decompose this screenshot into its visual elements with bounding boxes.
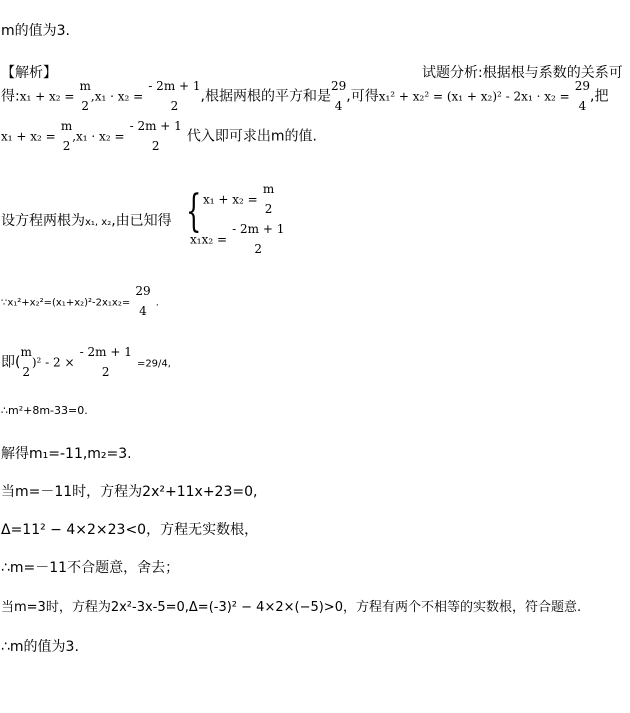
fraction-product	[80, 346, 132, 378]
system-brace: {	[186, 186, 202, 237]
eq-lhs: x₁ + x₂ =	[203, 192, 258, 207]
text-prefix: 即(	[1, 354, 21, 371]
tail: =29/4,	[136, 358, 171, 370]
denominator: 2	[62, 139, 71, 153]
product-lhs: x₁ · x₂ =	[76, 129, 125, 144]
text-suffix: ,把	[590, 88, 609, 105]
system-eq-1	[203, 183, 274, 215]
numerator: 29	[330, 79, 347, 93]
fraction-29-over-4	[135, 285, 150, 317]
text-mid2: ,可得	[346, 88, 379, 105]
numerator: m	[262, 182, 275, 196]
fraction-m-over-2	[263, 183, 274, 215]
fraction-29-over-4	[331, 80, 346, 112]
case-m-3: 当m=3时，方程为2x²-3x-5=0,Δ=(-3)² − 4×2×(−5)>0，方程有两个不相等的实数根，符合题意.	[1, 600, 582, 615]
numerator: - 2m + 1	[232, 222, 285, 236]
text-prefix: 设方程两根为	[1, 213, 85, 229]
fraction-product	[232, 223, 284, 255]
denominator: 2	[81, 99, 90, 113]
denominator: 4	[139, 304, 147, 318]
denominator: 2	[101, 365, 110, 379]
case-m-neg11: 当m=－11时，方程为2x²+11x+23=0,	[1, 484, 258, 500]
numerator: 29	[135, 284, 151, 298]
numerator: m	[60, 119, 73, 133]
solution-line: 解得m₁=-11,m₂=3.	[1, 446, 132, 462]
conclusion-line: ∴m的值为3.	[1, 639, 79, 655]
analysis-line-2	[1, 120, 317, 152]
operator: )² - 2 ×	[31, 355, 75, 370]
fraction-m-over-2	[20, 346, 31, 378]
denominator: 2	[254, 242, 263, 256]
text-mid: ,根据两根的平方和是	[200, 88, 331, 105]
discriminant-neg: Δ=11² − 4×2×23<0，方程无实数根，	[1, 522, 259, 538]
answer-line: m的值为3.	[1, 23, 70, 39]
text-suffix: 代入即可求出m的值.	[186, 128, 317, 145]
fraction-29-over-4-b	[575, 80, 590, 112]
numerator: m	[20, 345, 32, 359]
system-eq-2	[190, 223, 284, 255]
numerator: 29	[574, 79, 591, 93]
denominator: 4	[334, 99, 343, 113]
tail: .	[155, 297, 159, 309]
denominator: 2	[22, 365, 30, 379]
system-intro	[1, 210, 172, 230]
analysis-line-1	[1, 80, 608, 112]
roots-label: x₁, x₂	[85, 217, 112, 228]
quadratic-line: ∴m²+8m-33=0.	[1, 404, 88, 417]
numerator: - 2m + 1	[148, 79, 201, 93]
fraction-m-over-2	[80, 80, 91, 112]
numerator: - 2m + 1	[129, 119, 182, 133]
fraction-product	[148, 80, 200, 112]
sum-of-squares-expr: x₁² + x₂² = (x₁ + x₂)² - 2x₁ · x₂ =	[378, 89, 570, 104]
text-mid: ,由已知得	[111, 213, 172, 229]
comma: ,	[90, 89, 95, 104]
fraction-product	[130, 120, 182, 152]
denominator: 4	[578, 99, 587, 113]
numerator: m	[79, 79, 91, 93]
reject-line: ∴m=－11不合题意，舍去；	[1, 560, 180, 576]
squares-line	[1, 285, 159, 317]
product-lhs: x₁ · x₂ =	[94, 89, 144, 104]
analysis-label: 【解析】	[1, 65, 57, 81]
fraction-m-over-2	[61, 120, 72, 152]
denominator: 2	[151, 139, 160, 153]
numerator: - 2m + 1	[79, 345, 132, 359]
sum-lhs: x₁ + x₂ =	[19, 89, 75, 104]
text-prefix: 得:	[1, 88, 20, 105]
denominator: 2	[264, 202, 273, 216]
substitution-line	[1, 346, 171, 378]
squares-expr: ∵x₁²+x₂²=(x₁+x₂)²-2x₁x₂=	[1, 297, 131, 309]
eq-lhs: x₁x₂ =	[190, 232, 228, 247]
comma: ,	[72, 129, 77, 144]
sum-lhs: x₁ + x₂ =	[1, 129, 56, 144]
analysis-intro: 试题分析:根据根与系数的关系可	[422, 65, 623, 81]
denominator: 2	[170, 99, 179, 113]
